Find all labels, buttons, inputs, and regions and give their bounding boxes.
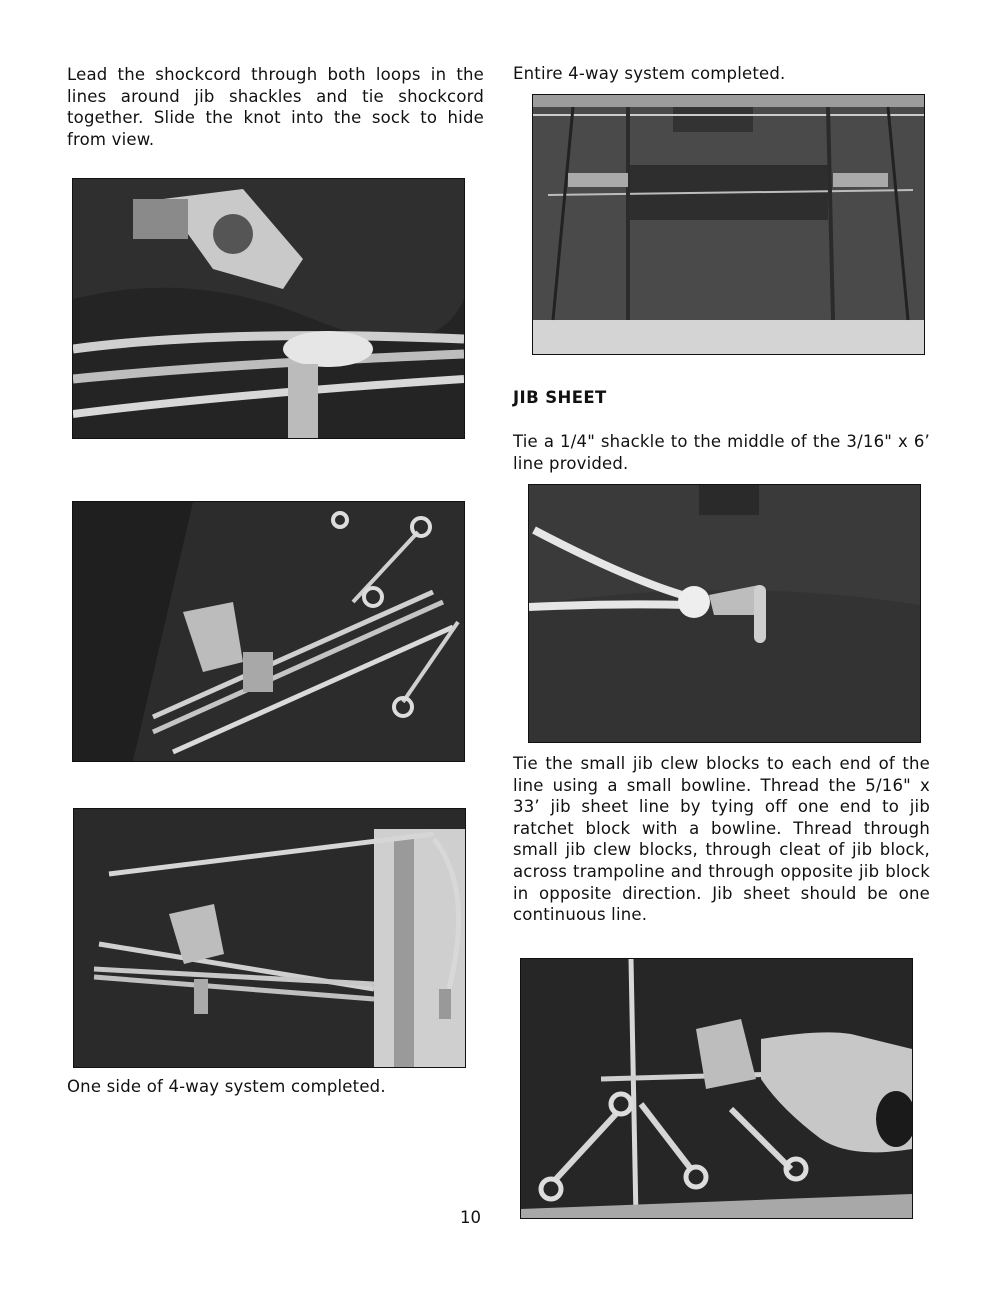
jib-sheet-step1: Tie a 1/4" shackle to the middle of the 3/16" x 6’ line provided. [513, 432, 930, 473]
entire-system-photo [532, 94, 925, 355]
one-side-system-photo [73, 808, 466, 1068]
page-number: 10 [460, 1208, 481, 1227]
shockcord-knot-photo [72, 178, 465, 439]
jib-block-lines-photo [72, 501, 465, 762]
intro-paragraph: Lead the shockcord through both loops in the lines around jib shackles and tie shockcord together. Slide the knot into the sock to hide from view. [67, 65, 484, 149]
jib-sheet-heading: JIB SHEET [513, 388, 607, 407]
entire-system-caption: Entire 4-way system completed. [513, 64, 786, 83]
one-side-caption: One side of 4-way system completed. [67, 1077, 386, 1096]
shackle-knot-photo [528, 484, 921, 743]
jib-sheet-step2: Tie the small jib clew blocks to each end of the line using a small bowline. Thread the 5/16" x 33’ jib sheet line by tying off one end to jib ratchet block with a bowline. Thread through small jib clew blocks, through cleat of jib block, across trampoline and through opposite jib block in opposite direction. Jib sheet should be one continuous line. [513, 754, 930, 925]
jib-clew-block-photo [520, 958, 913, 1219]
